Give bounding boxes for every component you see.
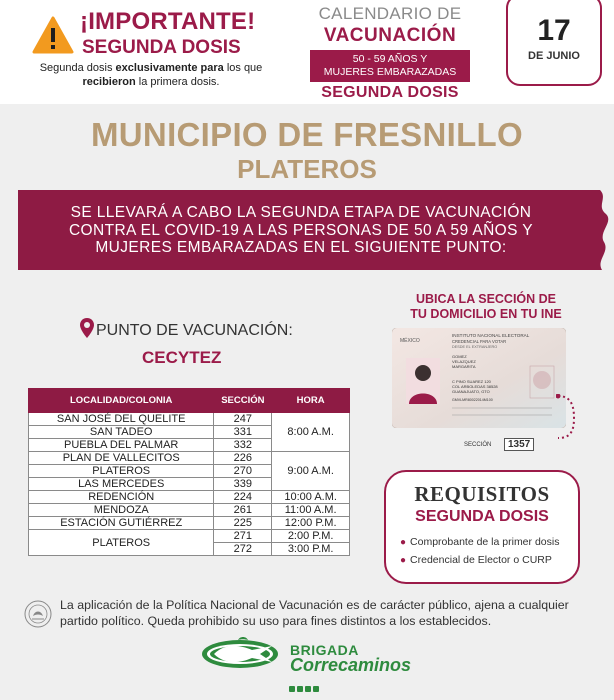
main-content [0, 104, 614, 700]
calendar-title: CALENDARIO DE [318, 4, 462, 23]
brigada-logo-icon [200, 632, 284, 674]
cell-locality: REDENCIÓN [29, 491, 214, 504]
card-country: MÉXICO [400, 338, 420, 344]
note-text: los que [223, 62, 263, 74]
requirement-text: Comprobante de la primer dosis [410, 536, 560, 548]
cell-hour: 10:00 A.M. [272, 491, 350, 504]
ine-section-value: 1357 [504, 438, 534, 451]
ine-title-line: TU DOMICILIO EN TU INE [410, 307, 562, 321]
card-address: GUANAJUATO, GTO [452, 389, 490, 394]
date-day: 17 [537, 14, 571, 47]
cell-section: 272 [214, 543, 272, 556]
banner-line: SE LLEVARÁ A CABO LA SEGUNDA ETAPA DE VACUNACIÓN [70, 204, 532, 221]
cell-section: 332 [214, 439, 272, 452]
bullet-icon: ● [400, 537, 407, 548]
table-row [29, 504, 350, 517]
bullet-icon: ● [400, 555, 407, 566]
note-bold: exclusivamente para [115, 62, 224, 74]
cell-hour: 8:00 A.M. [272, 413, 350, 452]
cell-locality: SAN TADEO [29, 426, 214, 439]
table-header: HORA [272, 389, 350, 413]
cell-section: 226 [214, 452, 272, 465]
calendar-second-dose: SEGUNDA DOSIS [321, 84, 459, 101]
table-row [29, 530, 350, 543]
cell-locality: PLATEROS [29, 465, 214, 478]
disclaimer-text: La aplicación de la Política Nacional de Vacunación es de carácter público, ajena a cualquier partido político. Queda prohibido su uso para fines distintos a los establecidos. [60, 598, 569, 628]
national-seal-icon [24, 600, 52, 628]
info-banner [18, 190, 584, 270]
cell-section: 271 [214, 530, 272, 543]
ine-title-line: UBICA LA SECCIÓN DE [415, 292, 557, 306]
cell-section: 261 [214, 504, 272, 517]
calendar-band [310, 50, 470, 82]
requirement-text: Credencial de Elector o CURP [410, 554, 552, 566]
brigada-title: BRIGADA [290, 642, 359, 658]
warning-icon [32, 16, 74, 54]
cell-locality: ESTACIÓN GUTIÉRREZ [29, 517, 214, 530]
table-row [29, 413, 350, 426]
card-address: COL ARBOLEDAS 38528 [452, 384, 498, 389]
calendar-vaccination: VACUNACIÓN [323, 25, 457, 46]
cell-section: 331 [214, 426, 272, 439]
card-key: GMVLMR80022014M100 [452, 398, 493, 402]
cell-section: 224 [214, 491, 272, 504]
requirements-subtitle: SEGUNDA DOSIS [415, 508, 549, 525]
cell-hour: 12:00 P.M. [272, 517, 350, 530]
card-address: C PINO SUAREZ 120 [452, 379, 491, 384]
ine-section-box [464, 438, 534, 456]
municipality-title: MUNICIPIO DE FRESNILLO [91, 116, 523, 153]
table-header: SECCIÓN [214, 389, 272, 413]
important-subtitle: SEGUNDA DOSIS [82, 37, 241, 58]
calendar-band-line: 50 - 59 AÑOS Y [352, 53, 428, 65]
cell-locality: LAS MERCEDES [29, 478, 214, 491]
cell-locality: PLAN DE VALLECITOS [29, 452, 214, 465]
banner-line: MUJERES EMBARAZADAS EN EL SIGUIENTE PUNTO: [95, 239, 507, 256]
note-text: la primera dosis. [135, 76, 220, 88]
cell-locality: MENDOZA [29, 504, 214, 517]
calendar-band-line: MUJERES EMBARAZADAS [323, 66, 457, 78]
location-pin-icon [80, 318, 94, 338]
cell-hour: 9:00 A.M. [272, 452, 350, 491]
date-month: DE JUNIO [528, 50, 580, 62]
card-name: GOMEZ [452, 354, 467, 359]
ine-title [386, 292, 586, 322]
section-pointer-decoration [556, 394, 580, 442]
cell-section: 247 [214, 413, 272, 426]
cell-hour: 2:00 P.M. [272, 530, 350, 543]
vaccination-point-label: PUNTO DE VACUNACIÓN: [96, 322, 293, 339]
table-row [29, 491, 350, 504]
banner-text [18, 204, 584, 257]
table-header-row [29, 389, 350, 413]
note-text: Segunda dosis [39, 62, 116, 74]
brigada-name: Correcaminos [290, 655, 412, 675]
cell-hour: 11:00 A.M. [272, 504, 350, 517]
card-name: MARGARITA [452, 364, 476, 369]
ine-section-label: SECCIÓN [464, 442, 492, 448]
card-inst: CREDENCIAL PARA VOTAR [452, 339, 507, 344]
cell-locality: PLATEROS [29, 530, 214, 556]
card-inst: DESDE EL EXTRANJERO [452, 345, 498, 349]
requirements-list [400, 536, 575, 572]
cell-hour: 3:00 P.M. [272, 543, 350, 556]
important-title: ¡IMPORTANTE! [80, 8, 256, 35]
banner-line: CONTRA EL COVID-19 A LAS PERSONAS DE 50 A 59 AÑOS Y [68, 221, 534, 239]
cell-section: 339 [214, 478, 272, 491]
cell-locality: PUEBLA DEL PALMAR [29, 439, 214, 452]
important-note [16, 61, 286, 89]
cell-locality: SAN JOSÉ DEL QUELITE [29, 413, 214, 426]
calendar-box [305, 4, 475, 100]
requirements-box [384, 470, 580, 584]
requirements-title: REQUISITOS [414, 482, 550, 506]
requirement-item [400, 536, 575, 548]
card-inst: INSTITUTO NACIONAL ELECTORAL [452, 333, 530, 338]
table-header: LOCALIDAD/COLONIA [29, 389, 214, 413]
vaccination-point-name: CECYTEZ [142, 348, 222, 367]
date-box [506, 0, 602, 86]
banner-tail-decoration [584, 190, 614, 270]
social-icons [289, 686, 319, 694]
schedule-table [28, 388, 350, 556]
cell-section: 270 [214, 465, 272, 478]
table-row [29, 452, 350, 465]
locality-title: PLATEROS [237, 154, 377, 184]
table-row [29, 517, 350, 530]
note-bold: recibieron [82, 76, 136, 88]
header [0, 0, 614, 104]
requirement-item [400, 554, 575, 566]
ine-card-image [392, 328, 566, 428]
card-name: VELAZQUEZ [452, 359, 476, 364]
cell-section: 225 [214, 517, 272, 530]
